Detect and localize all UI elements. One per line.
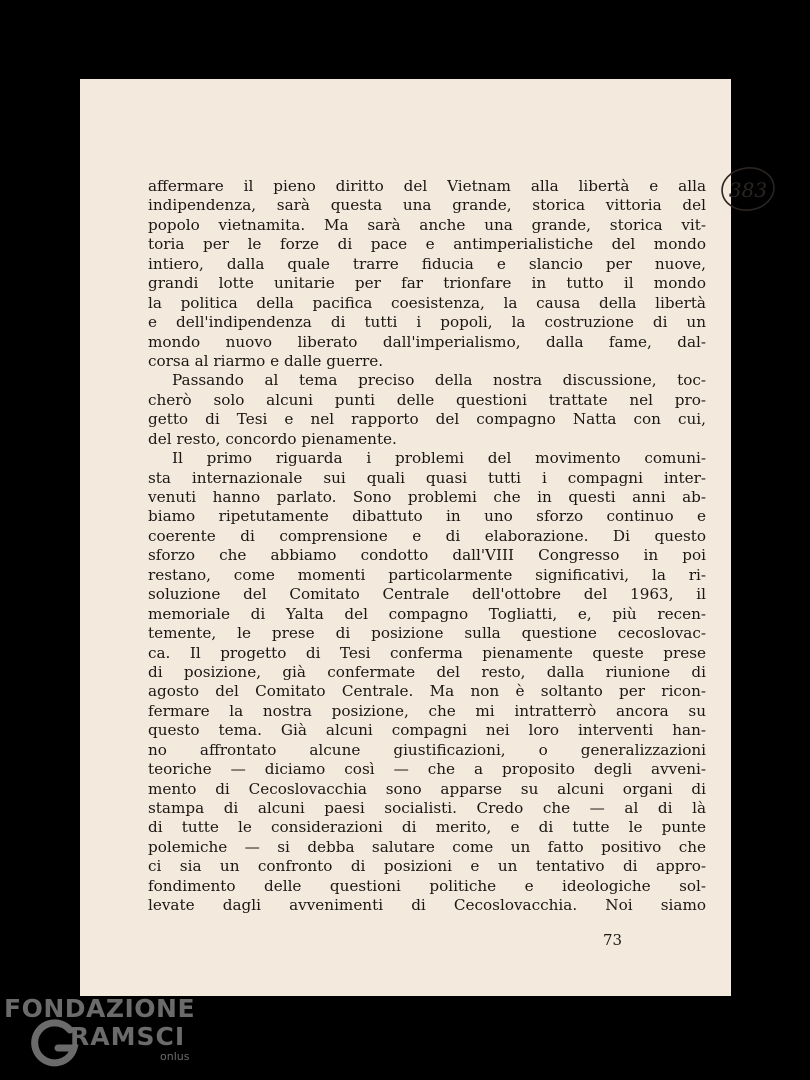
text-line: di tutte le considerazioni di merito, e di tutte le punte	[148, 818, 706, 837]
text-line: grandi lotte unitarie per far trionfare in tutto il mondo	[148, 274, 706, 293]
text-line: memoriale di Yalta del compagno Togliatti, e, più recen-	[148, 604, 706, 623]
text-line: indipendenza, sarà questa una grande, storica vittoria del	[148, 196, 706, 215]
text-line: mondo nuovo liberato dall'imperialismo, dalla fame, dal-	[148, 332, 706, 351]
watermark-line-onlus: onlus	[160, 1050, 190, 1063]
paragraph-start-line: Il primo riguarda i problemi del movimento comuni-	[172, 449, 706, 468]
fondazione-gramsci-watermark	[0, 990, 230, 1080]
text-line: affermare il pieno diritto del Vietnam alla libertà e alla	[148, 177, 706, 195]
text-line: e dell'indipendenza di tutti i popoli, la costruzione di un	[148, 313, 706, 332]
body-text	[148, 177, 706, 916]
text-line: corsa al riarmo e dalle guerre.	[148, 351, 384, 370]
text-line: temente, le prese di posizione sulla questione cecoslovac-	[148, 624, 706, 643]
text-line: questo tema. Già alcuni compagni nei loro interventi han-	[148, 721, 706, 740]
paragraph-start-line: Passando al tema preciso della nostra discussione, toc-	[172, 371, 706, 390]
text-line: venuti hanno parlato. Sono problemi che in questi anni ab-	[148, 488, 706, 506]
text-line: agosto del Comitato Centrale. Ma non è soltanto per ricon-	[148, 682, 706, 701]
text-line: la politica della pacifica coesistenza, la causa della libertà	[148, 293, 706, 312]
text-line: sta internazionale sui quali quasi tutti i compagni inter-	[148, 468, 706, 487]
archive-mark-number: 383	[728, 178, 768, 202]
text-line: ci sia un confronto di posizioni e un tentativo di appro-	[148, 857, 706, 876]
text-line: fondimento delle questioni politiche e ideologiche sol-	[148, 876, 706, 895]
text-line: del resto, concordo pienamente.	[148, 429, 397, 448]
text-line: polemiche — si debba salutare come un fatto positivo che	[148, 837, 706, 856]
text-line: fermare la nostra posizione, che mi intratterrò ancora su	[148, 701, 706, 720]
text-line: ca. Il progetto di Tesi conferma pienamente queste prese	[148, 643, 706, 662]
archive-stamp-circle	[720, 165, 776, 213]
text-line: biamo ripetutamente dibattuto in uno sforzo continuo e	[148, 507, 706, 526]
text-line: cherò solo alcuni punti delle questioni trattate nel pro-	[148, 390, 706, 409]
text-line: soluzione del Comitato Centrale dell'ottobre del 1963, il	[148, 585, 706, 604]
document-page	[80, 79, 768, 996]
text-line: mento di Cecoslovacchia sono apparse su alcuni organi di	[148, 779, 706, 798]
text-line: stampa di alcuni paesi socialisti. Credo che — al di là	[148, 799, 706, 817]
text-line: toria per le forze di pace e antimperialistiche del mondo	[148, 235, 706, 254]
watermark-line-gramsci: RAMSCI	[70, 1022, 186, 1051]
text-line: no affrontato alcune giustificazioni, o generalizzazioni	[148, 740, 706, 759]
text-line: getto di Tesi e nel rapporto del compagno Natta con cui,	[148, 410, 706, 429]
watermark-line-fondazione: FONDAZIONE	[4, 994, 196, 1023]
text-line: di posizione, già confermate del resto, dalla riunione di	[148, 662, 706, 681]
text-line: intiero, dalla quale trarre fiducia e slancio per nuove,	[148, 254, 706, 273]
text-line: sforzo che abbiamo condotto dall'VIII Congresso in poi	[148, 546, 706, 565]
text-line: coerente di comprensione e di elaborazione. Di questo	[148, 526, 706, 545]
text-line: restano, come momenti particolarmente significativi, la ri-	[148, 565, 706, 584]
text-line: levate dagli avvenimenti di Cecoslovacchia. Noi siamo	[148, 896, 706, 915]
text-line: popolo vietnamita. Ma sarà anche una grande, storica vit-	[148, 215, 706, 234]
text-line: teoriche — diciamo così — che a proposito degli avveni-	[148, 760, 706, 779]
page-number: 73	[603, 931, 623, 949]
